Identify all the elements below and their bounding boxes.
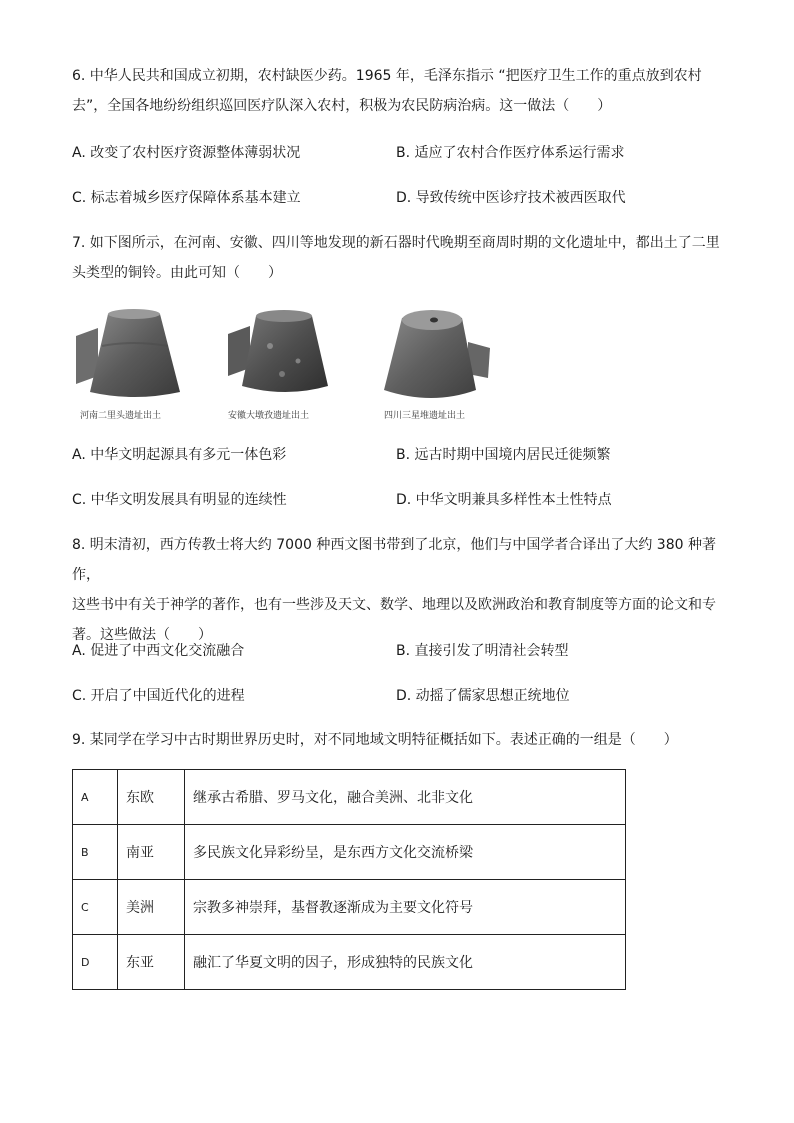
- row-feature: 宗教多神崇拜，基督教逐渐成为主要文化符号: [185, 880, 626, 935]
- bronze-bell-sichuan-image: [372, 306, 496, 406]
- caption-henan: 河南二里头遗址出土: [80, 411, 162, 421]
- q6-stem-line2: 去”，全国各地纷纷组织巡回医疗队深入农村，积极为农民防病治病。这一做法（ ）: [72, 98, 612, 114]
- q7-option-d: D. 中华文明兼具多样性本土性特点: [396, 492, 612, 508]
- q6-option-b: B. 适应了农村合作医疗体系运行需求: [396, 145, 625, 161]
- q8-option-a: A. 促进了中西文化交流融合: [72, 643, 245, 659]
- q8-stem-line1: 8. 明末清初，西方传教士将大约 7000 种西文图书带到了北京，他们与中国学者合译出了大约 380 种著作，: [72, 537, 716, 583]
- row-region: 南亚: [118, 825, 185, 880]
- bronze-bells-figure: [72, 306, 496, 424]
- q8-stem-line3: 著。这些做法（ ）: [72, 627, 212, 643]
- q7-stem: [72, 228, 732, 288]
- table-row: [73, 770, 626, 825]
- table-row: [73, 825, 626, 880]
- table-row: [73, 935, 626, 990]
- bronze-bell-anhui-image: [220, 306, 350, 406]
- row-key: D: [73, 935, 118, 990]
- row-region: 美洲: [118, 880, 185, 935]
- q8-stem: [72, 530, 732, 650]
- q7-option-a: A. 中华文明起源具有多元一体色彩: [72, 447, 287, 463]
- q6-stem: [72, 61, 732, 121]
- q7-stem-line2: 头类型的铜铃。由此可知（ ）: [72, 265, 282, 281]
- table-row: [73, 880, 626, 935]
- bronze-bell-henan-image: [72, 306, 202, 406]
- row-region: 东欧: [118, 770, 185, 825]
- row-feature: 继承古希腊、罗马文化，融合美洲、北非文化: [185, 770, 626, 825]
- q7-stem-line1: 7. 如下图所示，在河南、安徽、四川等地发现的新石器时代晚期至商周时期的文化遗址中，都出土了二里: [72, 235, 720, 251]
- q6-option-d: D. 导致传统中医诊疗技术被西医取代: [396, 190, 626, 206]
- q9-table: [72, 769, 626, 990]
- row-feature: 多民族文化异彩纷呈，是东西方文化交流桥梁: [185, 825, 626, 880]
- q9-stem: 9. 某同学在学习中古时期世界历史时，对不同地域文明特征概括如下。表述正确的一组是（ ）: [72, 732, 678, 748]
- q8-option-b: B. 直接引发了明清社会转型: [396, 643, 569, 659]
- q7-option-c: C. 中华文明发展具有明显的连续性: [72, 492, 287, 508]
- row-region: 东亚: [118, 935, 185, 990]
- row-feature: 融汇了华夏文明的因子，形成独特的民族文化: [185, 935, 626, 990]
- row-key: C: [73, 880, 118, 935]
- row-key: B: [73, 825, 118, 880]
- caption-sichuan: 四川三星堆遗址出土: [384, 411, 466, 421]
- q8-option-c: C. 开启了中国近代化的进程: [72, 688, 245, 704]
- q6-stem-line1: 6. 中华人民共和国成立初期，农村缺医少药。1965 年，毛泽东指示 “把医疗卫生工作的重点放到农村: [72, 68, 702, 84]
- row-key: A: [73, 770, 118, 825]
- q7-option-b: B. 远古时期中国境内居民迁徙频繁: [396, 447, 611, 463]
- caption-anhui: 安徽大墩孜遗址出土: [228, 411, 310, 421]
- q6-option-a: A. 改变了农村医疗资源整体薄弱状况: [72, 145, 301, 161]
- q8-option-d: D. 动摇了儒家思想正统地位: [396, 688, 570, 704]
- q8-stem-line2: 这些书中有关于神学的著作，也有一些涉及天文、数学、地理以及欧洲政治和教育制度等方面的论文和专: [72, 597, 716, 613]
- q6-option-c: C. 标志着城乡医疗保障体系基本建立: [72, 190, 301, 206]
